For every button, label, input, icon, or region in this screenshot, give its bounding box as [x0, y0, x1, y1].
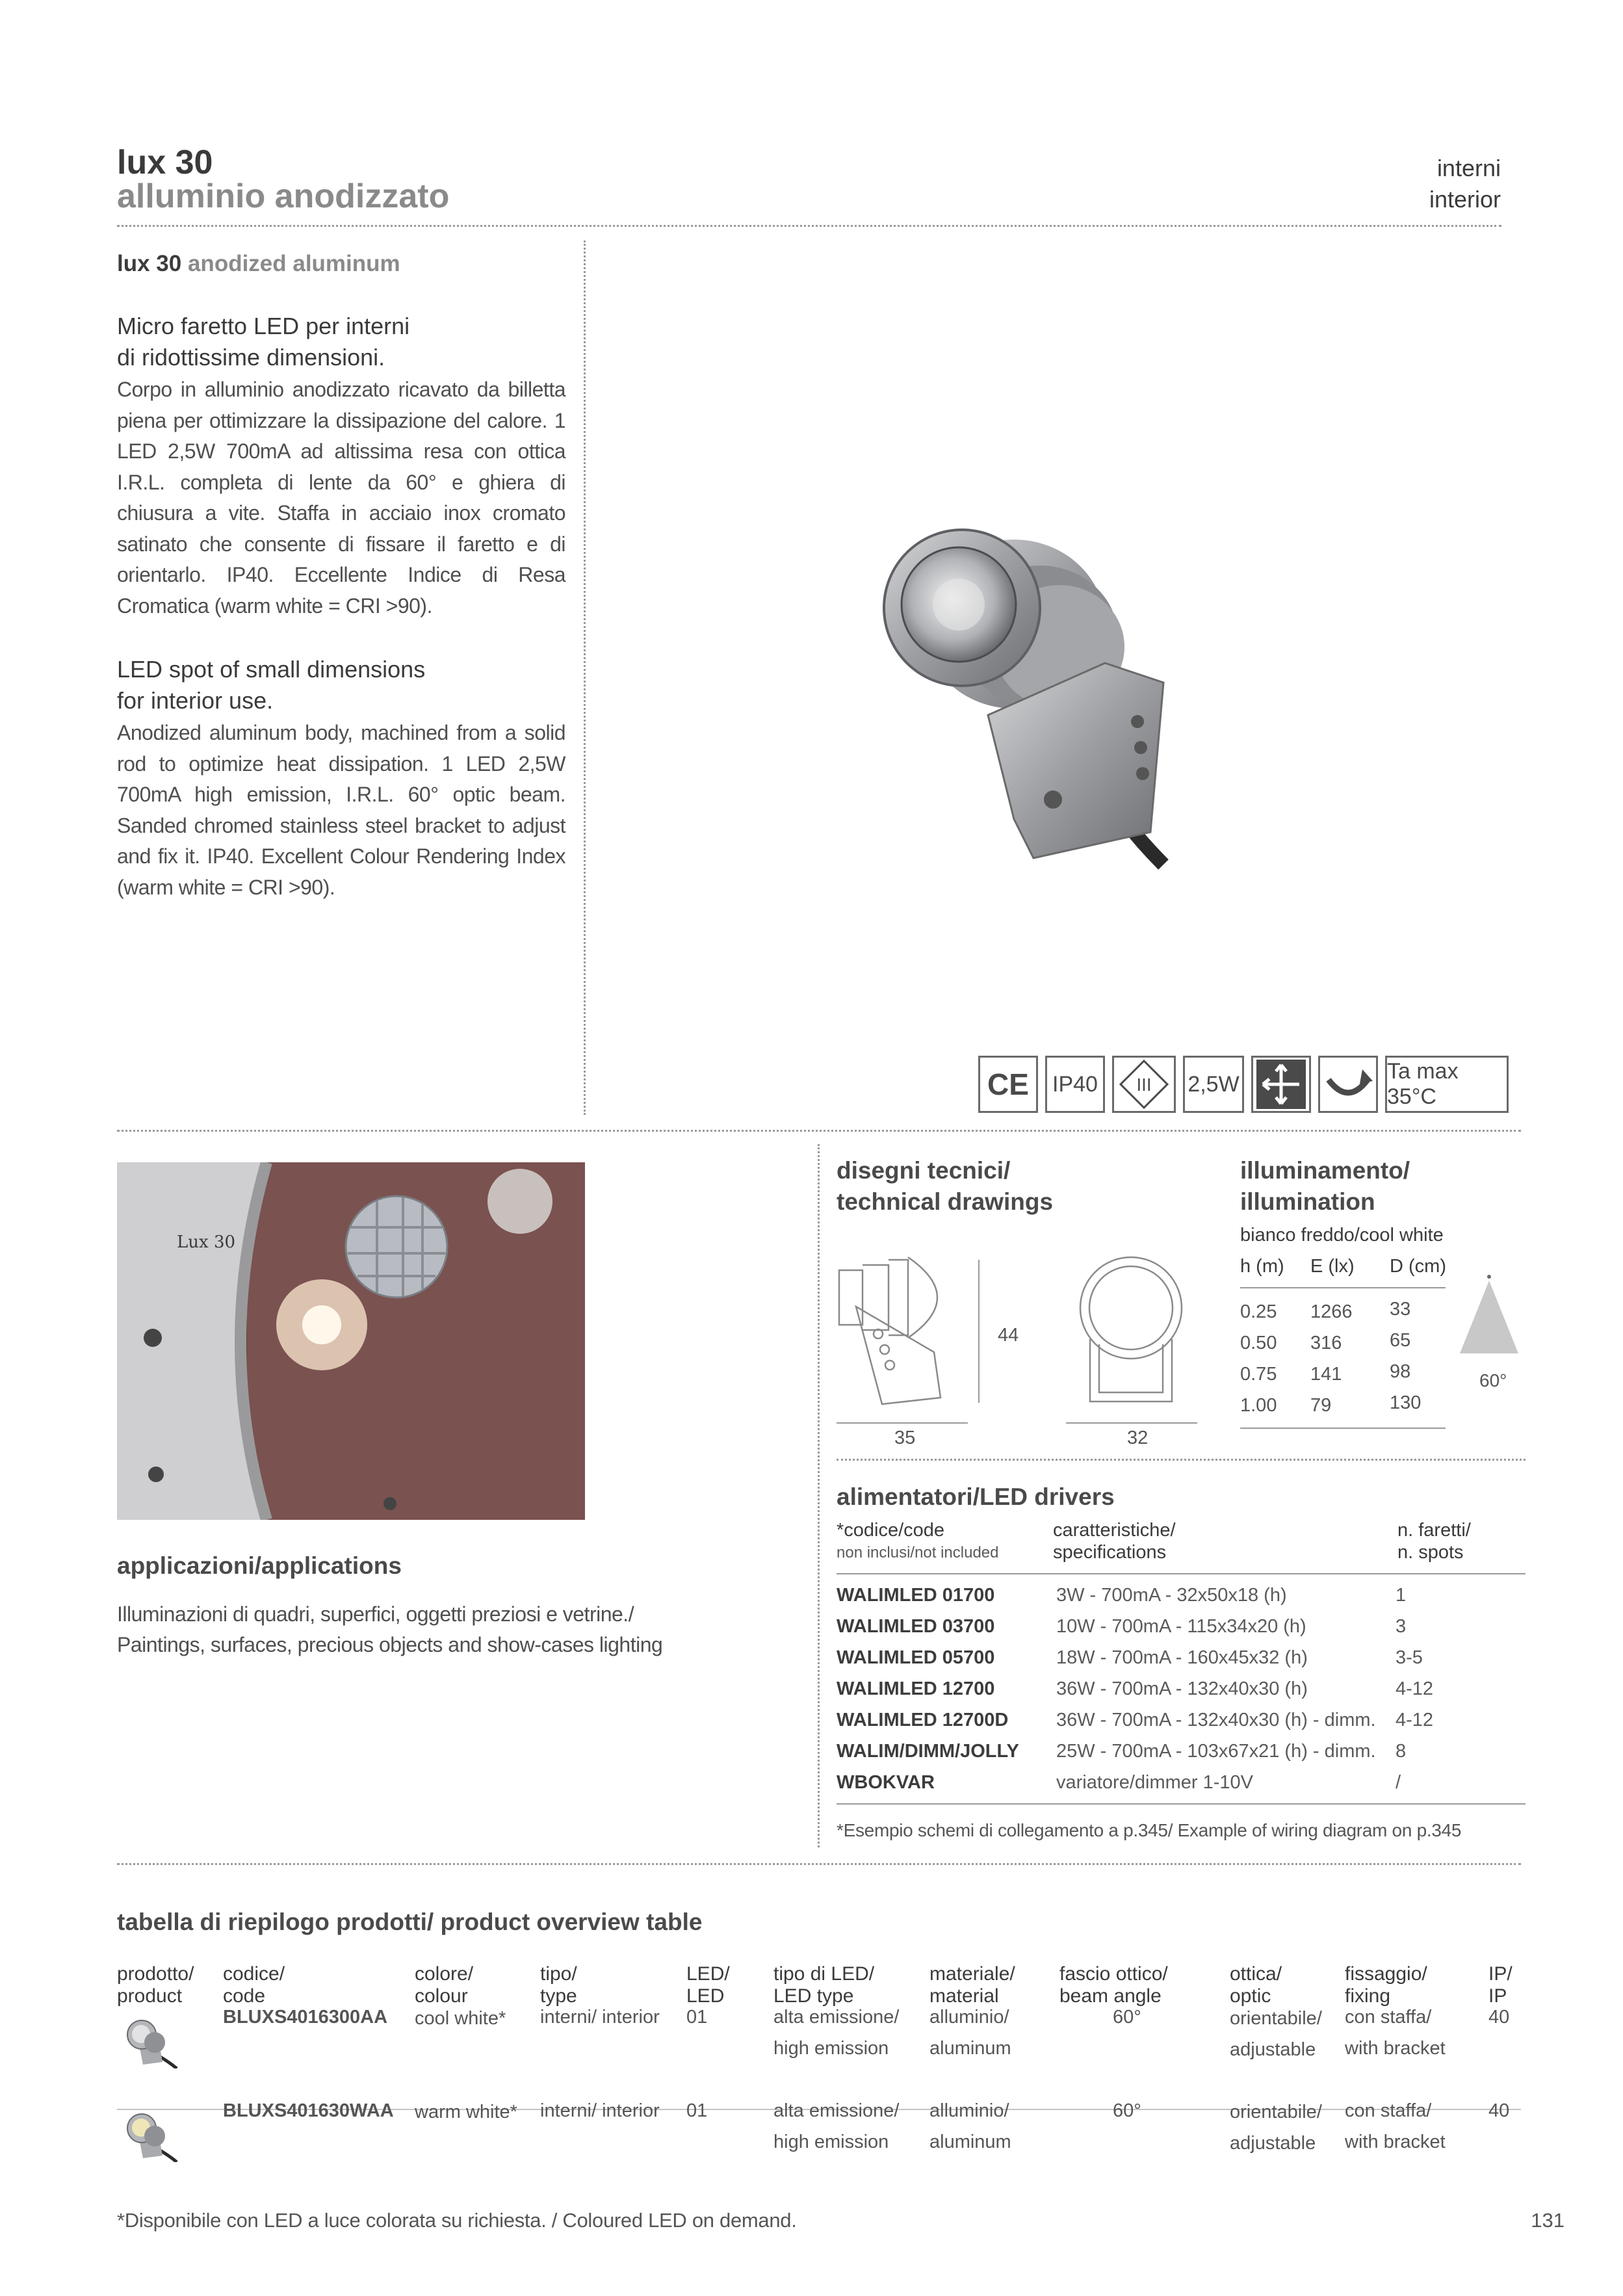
driver-spec: variatore/dimmer 1-10V: [1056, 1772, 1253, 1793]
illumination-footer-rule: [1240, 1428, 1446, 1429]
ill-row-3-d: 98: [1390, 1361, 1411, 1382]
illumination-col-h: h (m): [1240, 1256, 1284, 1277]
page-number: 131: [1531, 2209, 1565, 2232]
ill-row-3-h: 0.75: [1240, 1364, 1277, 1385]
light-cone-icon: [1453, 1273, 1525, 1357]
driver-spec: 10W - 700mA - 115x34x20 (h): [1056, 1616, 1306, 1637]
height-dimension: 44: [998, 1325, 1019, 1346]
drivers-divider: [837, 1459, 1526, 1461]
ill-row-2-h: 0.50: [1240, 1333, 1277, 1353]
table-row: [837, 1580, 1526, 1611]
ov-col-product: prodotto/ product: [117, 1963, 194, 2007]
ov-row1-ip: 40: [1488, 2007, 1510, 2028]
drivers-col-spec-1: caratteristiche/: [1053, 1520, 1176, 1541]
illumination-title-1: illuminamento/: [1240, 1157, 1410, 1184]
category-en: interior: [1429, 186, 1501, 213]
ov-row2-colour: warm white*: [415, 2102, 517, 2122]
illumination-col-d: D (cm): [1390, 1256, 1446, 1277]
drivers-footer-rule: [837, 1803, 1526, 1805]
overview-title: tabella di riepilogo prodotti/ product overview table: [117, 1909, 703, 1935]
ov-row2-fixing-2: with bracket: [1345, 2132, 1446, 2152]
driver-spots: 4-12: [1396, 1710, 1434, 1730]
overview-divider: [117, 1863, 1521, 1865]
front-width-dimension-line: [1066, 1422, 1197, 1424]
application-photo: [117, 1162, 585, 1520]
table-row: [837, 1767, 1526, 1798]
drivers-title: alimentatori/LED drivers: [837, 1483, 1115, 1510]
product-name: [117, 250, 400, 278]
rotation-icon: [1318, 1056, 1378, 1113]
product-thumbnail: [117, 2016, 188, 2068]
driver-spec: 36W - 700mA - 132x40x30 (h): [1056, 1678, 1308, 1699]
class-iii-icon: [1112, 1056, 1176, 1113]
lower-vertical-divider: [818, 1144, 820, 1847]
ov-row2-led: 01: [686, 2100, 708, 2121]
ov-row2-led-type-2: high emission: [773, 2132, 889, 2152]
ov-col-optic: ottica/ optic: [1230, 1963, 1282, 2007]
drivers-col-spec-2: specifications: [1053, 1542, 1167, 1563]
footer-note: *Disponibile con LED a luce colorata su richiesta. / Coloured LED on demand.: [117, 2209, 797, 2232]
class-iii-label: III: [1136, 1076, 1152, 1095]
ov-row1-colour: cool white*: [415, 2008, 506, 2029]
mid-divider: [117, 1130, 1521, 1132]
drivers-col-code-1: *codice/code: [837, 1520, 945, 1541]
ill-row-2-d: 65: [1390, 1330, 1411, 1351]
driver-code: WALIM/DIMM/JOLLY: [837, 1741, 1019, 1762]
ov-row1-material-2: aluminum: [929, 2038, 1011, 2059]
ip-rating-badge: IP40: [1045, 1056, 1105, 1113]
product-name-bold: lux 30: [117, 251, 182, 276]
desc-en-body: Anodized aluminum body, machined from a solid rod to optimize heat dissipation. 1 LED 2,5W 700mA high emission, I.R.L. 60° optic beam. Sanded chromed stainless steel bracket to adjust and fix it. IP40. Excellent Colour Rendering Index (warm white = CRI >90).: [117, 721, 565, 899]
ov-row1-beam: 60°: [1113, 2007, 1141, 2028]
ov-col-led-type: tipo di LED/ LED type: [773, 1963, 875, 2007]
ill-row-1-e: 1266: [1310, 1301, 1353, 1322]
illumination-col-e: E (lx): [1310, 1256, 1355, 1277]
ov-row1-material-1: alluminio/: [929, 2007, 1009, 2028]
ov-row2-ip: 40: [1488, 2100, 1510, 2121]
page-subtitle: alluminio anodizzato: [117, 177, 450, 215]
applications-line-1: Illuminazioni di quadri, superfici, oggetti preziosi e vetrine./: [117, 1602, 634, 1626]
side-width-dimension-line: [837, 1422, 968, 1424]
ill-row-3-e: 141: [1310, 1364, 1342, 1385]
table-row: [837, 1736, 1526, 1767]
driver-code: WALIMLED 12700D: [837, 1710, 1009, 1730]
front-view-drawing: [1076, 1255, 1186, 1411]
ov-col-ip: IP/ IP: [1488, 1963, 1513, 2007]
desc-en-heading-1: LED spot of small dimensions: [117, 656, 426, 683]
ill-row-1-h: 0.25: [1240, 1301, 1277, 1322]
ov-row2-type: interni/ interior: [540, 2100, 660, 2121]
driver-code: WALIMLED 05700: [837, 1647, 995, 1668]
driver-code: WALIMLED 01700: [837, 1585, 995, 1606]
table-row: [837, 1611, 1526, 1642]
front-width-dimension: 32: [1127, 1428, 1149, 1448]
applications-title: applicazioni/applications: [117, 1552, 402, 1579]
page-title: lux 30: [117, 144, 213, 181]
top-vertical-divider: [584, 241, 586, 1115]
illumination-title-2: illumination: [1240, 1188, 1375, 1215]
ov-row2-led-type-1: alta emissione/: [773, 2100, 900, 2121]
temperature-badge: Ta max 35°C: [1385, 1056, 1509, 1113]
driver-spots: 3: [1396, 1616, 1407, 1637]
desc-it-heading-2: di ridottissime dimensioni.: [117, 344, 385, 371]
ill-row-4-h: 1.00: [1240, 1395, 1277, 1416]
header-divider: [117, 225, 1501, 227]
ov-row2-fixing-1: con staffa/: [1345, 2100, 1432, 2121]
drawings-title-1: disegni tecnici/: [837, 1157, 1011, 1184]
product-photo: [799, 468, 1228, 897]
ov-row1-fixing-1: con staffa/: [1345, 2007, 1432, 2028]
ov-row2-optic-2: adjustable: [1230, 2133, 1316, 2154]
driver-spots: 1: [1396, 1585, 1407, 1606]
table-row: [837, 1673, 1526, 1704]
application-photo-label: Lux 30: [177, 1233, 236, 1252]
power-badge: 2,5W: [1183, 1056, 1244, 1113]
desc-it-heading-1: Micro faretto LED per interni: [117, 313, 410, 339]
ov-col-led: LED/ LED: [686, 1963, 730, 2007]
table-row: [837, 1642, 1526, 1673]
driver-code: WALIMLED 12700: [837, 1678, 995, 1699]
ov-row2-code: BLUXS401630WAA: [223, 2100, 394, 2121]
ov-row1-led-type-2: high emission: [773, 2038, 889, 2059]
driver-spec: 25W - 700mA - 103x67x21 (h) - dimm.: [1056, 1741, 1376, 1762]
applications-line-2: Paintings, surfaces, precious objects and show-cases lighting: [117, 1633, 663, 1656]
product-name-rest: anodized aluminum: [187, 251, 400, 276]
drawings-title-2: technical drawings: [837, 1188, 1054, 1215]
driver-spec: 3W - 700mA - 32x50x18 (h): [1056, 1585, 1287, 1606]
desc-en-heading-2: for interior use.: [117, 687, 274, 714]
ov-row2-beam: 60°: [1113, 2100, 1141, 2121]
ill-row-2-e: 316: [1310, 1333, 1342, 1353]
category-it: interni: [1436, 155, 1501, 181]
driver-spec: 36W - 700mA - 132x40x30 (h) - dimm.: [1056, 1710, 1376, 1730]
desc-it-body: Corpo in alluminio anodizzato ricavato da billetta piena per ottimizzare la dissipazione del calore. 1 LED 2,5W 700mA ad altissima resa con ottica I.R.L. completa di lente da 60° e ghiera di chiusura a vite. Staffa in acciaio inox cromato satinato che consente di fissare il faretto e di orientarlo. IP40. Eccellente Indice di Resa Cromatica (warm white = CRI >90).: [117, 378, 565, 618]
side-width-dimension: 35: [894, 1428, 916, 1448]
ov-row1-led: 01: [686, 2007, 708, 2028]
ov-row1-led-type-1: alta emissione/: [773, 2007, 900, 2028]
ov-row1-fixing-2: with bracket: [1345, 2038, 1446, 2059]
ov-row1-optic-2: adjustable: [1230, 2039, 1316, 2060]
illumination-subtitle: bianco freddo/cool white: [1240, 1225, 1444, 1246]
ov-row2-material-1: alluminio/: [929, 2100, 1009, 2121]
ce-icon: CE: [978, 1056, 1038, 1113]
driver-code: WALIMLED 03700: [837, 1616, 995, 1637]
drivers-header-rule: [837, 1573, 1526, 1574]
ov-row1-optic-1: orientabile/: [1230, 2008, 1322, 2029]
ill-row-4-e: 79: [1310, 1395, 1332, 1416]
driver-spots: 3-5: [1396, 1647, 1423, 1668]
side-view-drawing: [837, 1248, 993, 1417]
drivers-col-code-2: non inclusi/not included: [837, 1544, 999, 1561]
ov-col-code: codice/ code: [223, 1963, 285, 2007]
ov-col-colour: colore/ colour: [415, 1963, 474, 2007]
table-row: [837, 1704, 1526, 1736]
ov-row2-material-2: aluminum: [929, 2132, 1011, 2152]
product-thumbnail: [117, 2110, 188, 2162]
ov-col-material: materiale/ material: [929, 1963, 1015, 2007]
drivers-col-spots-2: n. spots: [1397, 1542, 1464, 1563]
light-cone-angle: 60°: [1479, 1370, 1507, 1390]
driver-spots: 4-12: [1396, 1678, 1434, 1699]
ill-row-4-d: 130: [1390, 1392, 1422, 1413]
drivers-col-spots-1: n. faretti/: [1397, 1520, 1471, 1541]
ov-row2-optic-1: orientabile/: [1230, 2102, 1322, 2122]
ov-col-beam: fascio ottico/ beam angle: [1059, 1963, 1168, 2007]
driver-spec: 18W - 700mA - 160x45x32 (h): [1056, 1647, 1308, 1668]
ov-row1-code: BLUXS4016300AA: [223, 2007, 388, 2028]
ov-col-fixing: fissaggio/ fixing: [1345, 1963, 1427, 2007]
driver-code: WBOKVAR: [837, 1772, 935, 1793]
driver-spots: 8: [1396, 1741, 1407, 1762]
driver-spots: /: [1396, 1772, 1401, 1793]
ov-col-type: tipo/ type: [540, 1963, 577, 2007]
drivers-note: *Esempio schemi di collegamento a p.345/ Example of wiring diagram on p.345: [837, 1820, 1462, 1840]
tilt-icon: [1251, 1056, 1311, 1113]
illumination-header-rule: [1240, 1287, 1446, 1288]
height-dimension-line: [978, 1260, 980, 1403]
ov-row1-type: interni/ interior: [540, 2007, 660, 2028]
ill-row-1-d: 33: [1390, 1299, 1411, 1320]
